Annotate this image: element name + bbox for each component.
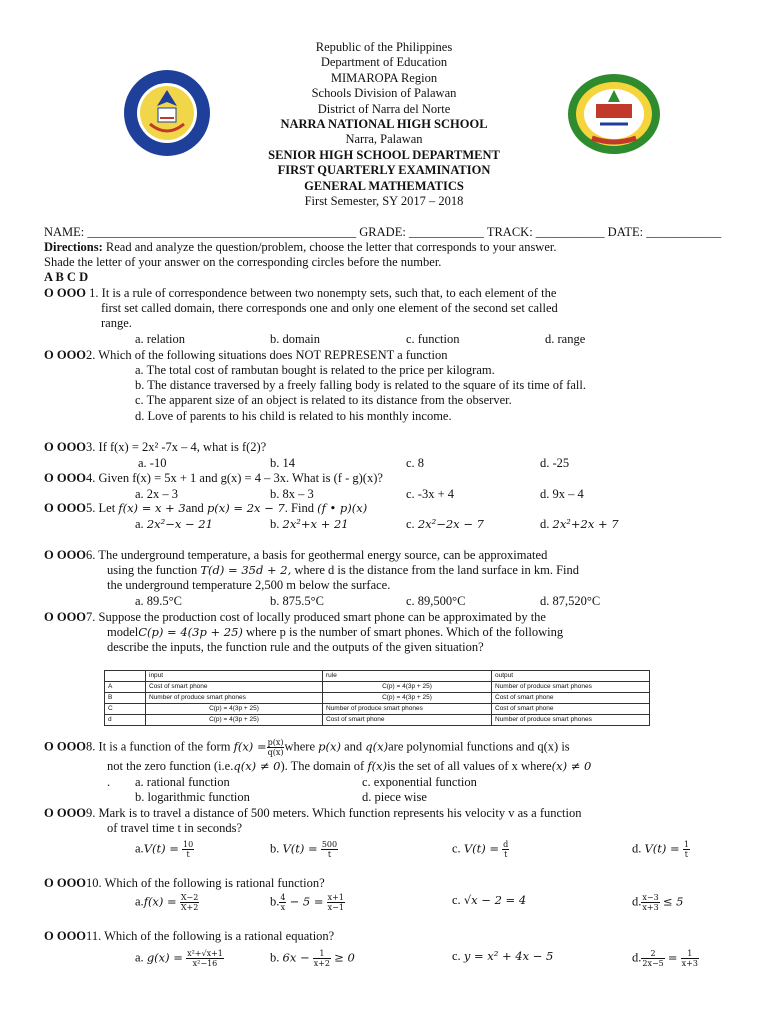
question-8 xyxy=(44,738,570,757)
choice-b xyxy=(270,517,349,532)
choice-b xyxy=(270,840,338,859)
math-expression: 2x²+2x + 7 xyxy=(552,517,619,531)
choice-d xyxy=(632,840,690,859)
math-expression: (x) ≠ 0 xyxy=(551,759,592,773)
question-text: are polynomial functions and q(x) is xyxy=(388,739,570,754)
table-header-row xyxy=(105,671,650,682)
choice-label: d. xyxy=(632,841,645,856)
question-text: 7. Suppose the production cost of locally produced smart phone can be approximated by the xyxy=(86,610,546,624)
question-text: 3. If f(x) = 2x² -7x – 4, what is f(2)? xyxy=(86,440,267,454)
choice-d: d. 87,520°C xyxy=(540,594,601,608)
question-10 xyxy=(44,876,325,891)
question-text: 1. It is a rule of correspondence between two nonempty sets, such that, to each element of the xyxy=(86,286,557,300)
choice-d: d. -25 xyxy=(540,456,570,470)
table-cell: A xyxy=(105,682,146,693)
answer-bubbles[interactable]: O OOO xyxy=(44,501,87,515)
table-cell: Number of produce smart phones xyxy=(492,715,650,726)
math-expression: f(x) = x + 3 xyxy=(118,501,186,515)
choice-label: a. xyxy=(135,894,144,909)
choice-label: c. xyxy=(406,517,418,531)
table-cell: C(p) = 4(3p + 25) xyxy=(323,682,492,693)
math-expression: f(x) = xyxy=(233,739,267,754)
question-text: 10. Which of the following is rational function? xyxy=(86,876,325,890)
question-text: . Find xyxy=(284,501,318,515)
answer-bubbles[interactable]: O OOO xyxy=(44,348,87,362)
fraction xyxy=(681,949,699,968)
choice-a: a. -10 xyxy=(138,456,167,470)
table-cell: Cost of smart phone xyxy=(492,693,650,704)
table-cell: output xyxy=(492,671,650,682)
math-expression: f(x) = xyxy=(143,894,177,909)
choice-a: a. 2x – 3 xyxy=(135,487,179,501)
math-expression: V(t) = xyxy=(282,841,318,856)
math-expression: = xyxy=(667,950,678,965)
answer-bubbles[interactable]: O OOO xyxy=(44,876,87,890)
school-name: NARRA NATIONAL HIGH SCHOOL xyxy=(280,117,488,132)
exam-title: FIRST QUARTERLY EXAMINATION xyxy=(277,163,491,178)
denominator: X+2 xyxy=(180,903,199,912)
question-text: where d is the distance from the land surface in km. Find xyxy=(291,563,580,577)
choice-c: c. -3x + 4 xyxy=(406,487,455,501)
choice-a xyxy=(135,517,213,532)
choice-d: d. range xyxy=(545,332,586,346)
choice-b: b. 875.5°C xyxy=(270,594,324,608)
header-line: Schools Division of Palawan xyxy=(311,86,457,101)
math-expression: f(x) xyxy=(367,759,388,773)
question-text: ). The domain of xyxy=(280,759,368,773)
choice-label: d. xyxy=(540,517,553,531)
question-text: 6. The underground temperature, a basis for geothermal energy source, can be approximated xyxy=(86,548,548,562)
choice-label: c. xyxy=(452,893,464,907)
table-cell: C xyxy=(105,704,146,715)
question-text: of travel time t in seconds? xyxy=(107,821,243,835)
math-expression: p(x) xyxy=(318,739,341,754)
denominator: t xyxy=(504,850,508,859)
choice-b: b. logarithmic function xyxy=(135,790,250,804)
answer-bubbles[interactable]: O OOO xyxy=(44,739,87,754)
choice-a: a. rational function xyxy=(135,775,230,789)
choice-label: b. xyxy=(270,950,283,965)
question-1 xyxy=(44,286,556,301)
table-cell: B xyxy=(105,693,146,704)
fraction xyxy=(502,840,509,859)
math-expression: − 5 = xyxy=(289,894,324,909)
header-line: District of Narra del Norte xyxy=(317,101,451,116)
choice-b xyxy=(270,949,355,968)
choice-a: a. The total cost of rambutan bought is related to the price per kilogram. xyxy=(135,363,495,377)
question-5 xyxy=(44,501,367,516)
answer-bubbles[interactable]: O OOO xyxy=(44,806,87,820)
choice-label: b. xyxy=(270,894,280,909)
choice-label: c. xyxy=(452,949,464,963)
denominator: t xyxy=(684,850,688,859)
fraction xyxy=(641,949,664,968)
choice-label: a. xyxy=(135,517,147,531)
directions xyxy=(44,240,556,255)
department: SENIOR HIGH SCHOOL DEPARTMENT xyxy=(268,147,500,162)
math-expression: V(t) = xyxy=(143,841,179,856)
choice-label: d. xyxy=(632,950,642,965)
table-cell: rule xyxy=(323,671,492,682)
question-text: is the set of all values of x where xyxy=(387,759,552,773)
header-line: Department of Education xyxy=(320,55,448,70)
choice-c: c. function xyxy=(406,332,460,346)
math-expression: 2x²−2x − 7 xyxy=(417,517,484,531)
fraction xyxy=(279,893,286,912)
directions-label: Directions: xyxy=(44,240,103,254)
denominator: x+3 xyxy=(642,903,659,912)
choice-c: c. 8 xyxy=(406,456,425,470)
denominator: x+3 xyxy=(681,959,698,968)
choice-b: b. 8x – 3 xyxy=(270,487,314,501)
denominator: t xyxy=(327,850,332,859)
choice-label: a. xyxy=(135,841,144,856)
table-cell: Number of produce smart phones xyxy=(492,682,650,693)
table-row xyxy=(105,693,650,704)
table-cell: C(p) = 4(3p + 25) xyxy=(146,704,323,715)
math-expression: q(x) xyxy=(365,739,389,754)
math-expression: 2x²−x − 21 xyxy=(146,517,213,531)
numerator: 4 xyxy=(280,893,286,902)
answer-letters: A B C D xyxy=(44,270,89,284)
header-line: Republic of the Philippines xyxy=(315,40,453,54)
header-line: MIMAROPA Region xyxy=(330,70,438,85)
fraction xyxy=(327,893,345,912)
choice-c xyxy=(406,517,484,532)
table-cell: C(p) = 4(3p + 25) xyxy=(323,693,492,704)
denominator: x+2 xyxy=(313,959,331,968)
school-town: Narra, Palawan xyxy=(345,132,423,147)
choice-label: c. xyxy=(452,841,464,856)
choice-a xyxy=(135,840,194,859)
choice-d xyxy=(632,949,699,968)
math-expression: p(x) = 2x − 7 xyxy=(206,501,285,515)
answer-bubbles[interactable]: O OOO xyxy=(44,610,87,624)
table-cell: C(p) = 4(3p + 25) xyxy=(146,715,323,726)
math-expression: √x − 2 = 4 xyxy=(463,893,527,907)
punctuation: . xyxy=(107,775,111,789)
directions-text: Read and analyze the question/problem, choose the letter that corresponds to your answer. xyxy=(102,240,557,254)
question-text: describe the inputs, the function rule and the outputs of the given situation? xyxy=(107,640,484,654)
math-expression: V(t) = xyxy=(463,841,500,856)
choice-a: a. relation xyxy=(135,332,185,346)
math-expression: T(d) = 35d + 2, xyxy=(200,563,292,577)
choice-d xyxy=(540,517,619,532)
choice-label: a. xyxy=(135,950,147,965)
fraction xyxy=(182,840,194,859)
header xyxy=(0,40,768,209)
choice-d: d. 9x – 4 xyxy=(540,487,584,501)
choice-b: b. The distance traversed by a freely falling body is related to the square of its time of fall. xyxy=(135,378,587,392)
math-expression: ≤ 5 xyxy=(662,894,684,909)
choice-c: c. exponential function xyxy=(362,775,477,789)
choice-c xyxy=(452,949,553,964)
choice-d: d. Love of parents to his child is related to his monthly income. xyxy=(135,409,452,423)
q7-table xyxy=(104,670,650,726)
choice-c: c. The apparent size of an object is related to its distance from the observer. xyxy=(135,393,512,407)
fraction xyxy=(321,840,338,859)
question-text: 4. Given f(x) = 5x + 1 and g(x) = 4 – 3x. What is (f - g)(x)? xyxy=(86,471,383,485)
numerator: 500 xyxy=(321,840,338,849)
math-expression: y = x² + 4x − 5 xyxy=(463,949,554,963)
math-expression: g(x) = xyxy=(146,950,183,965)
directions-text: Shade the letter of your answer on the corresponding circles before the number. xyxy=(44,255,442,269)
question-text: 9. Mark is to travel a distance of 500 meters. Which function represents his velocity v as a function xyxy=(86,806,582,820)
choice-c: c. 89,500°C xyxy=(406,594,466,608)
question-text: where xyxy=(284,739,319,754)
math-expression: q(x) ≠ 0 xyxy=(233,759,281,773)
denominator: 2x−5 xyxy=(642,959,664,968)
numerator: x−3 xyxy=(642,893,659,902)
numerator: p(x) xyxy=(267,738,284,747)
table-cell: Number of produce smart phones xyxy=(323,704,492,715)
choice-d xyxy=(632,893,683,912)
table-row xyxy=(105,715,650,726)
question-text xyxy=(107,759,591,774)
choice-c xyxy=(452,840,509,859)
question-11 xyxy=(44,929,334,944)
question-text: where p is the number of smart phones. Which of the following xyxy=(242,625,564,639)
choice-label: b. xyxy=(270,841,283,856)
math-expression: (f • p)(x) xyxy=(317,501,368,515)
math-expression: 2x²+x + 21 xyxy=(282,517,349,531)
table-row xyxy=(105,682,650,693)
fraction xyxy=(267,738,285,757)
choice-b xyxy=(270,893,345,912)
question-text: 8. It is a function of the form xyxy=(86,739,234,754)
numerator: x²+√x+1 xyxy=(187,949,223,958)
math-expression: C(p) = 4(3p + 25) xyxy=(138,625,243,639)
question-6 xyxy=(44,548,547,563)
question-text: first set called domain, there corresponds one and only one element of the second set called xyxy=(101,301,558,315)
choice-a: a. 89.5°C xyxy=(135,594,183,608)
choice-a xyxy=(135,949,224,968)
choice-c xyxy=(452,893,526,908)
fraction xyxy=(641,893,659,912)
fraction xyxy=(313,949,331,968)
question-text xyxy=(107,563,579,578)
numerator: d xyxy=(503,840,509,849)
denominator: q(x) xyxy=(267,748,284,757)
denominator: x−1 xyxy=(327,903,344,912)
question-text: range. xyxy=(101,316,132,330)
subject-title: GENERAL MATHEMATICS xyxy=(304,178,464,193)
table-cell: Number of produce smart phones xyxy=(146,693,323,704)
table-cell xyxy=(105,671,146,682)
question-text: model xyxy=(107,625,139,639)
denominator: x²−16 xyxy=(192,959,218,968)
denominator: t xyxy=(186,850,190,859)
math-expression: ≥ 0 xyxy=(334,950,355,965)
choice-d: d. piece wise xyxy=(362,790,427,804)
math-expression: V(t) = xyxy=(644,841,680,856)
answer-bubbles[interactable]: O OOO xyxy=(44,548,87,562)
question-3 xyxy=(44,440,266,455)
denominator: x xyxy=(280,903,286,912)
choice-label: b. xyxy=(270,517,283,531)
question-text: not the zero function (i.e. xyxy=(107,759,234,773)
numerator: 2 xyxy=(641,949,664,959)
numerator: 1 xyxy=(313,949,331,959)
numerator: x+1 xyxy=(327,893,344,902)
fraction xyxy=(180,893,200,912)
answer-bubbles[interactable]: O OOO xyxy=(44,929,87,943)
question-text: and xyxy=(185,501,207,515)
answer-bubbles[interactable]: O OOO xyxy=(44,286,87,300)
numerator: 1 xyxy=(681,949,699,959)
question-text xyxy=(107,625,563,640)
table-cell: d xyxy=(105,715,146,726)
answer-bubbles[interactable]: O OOO xyxy=(44,440,87,454)
fraction xyxy=(186,949,224,968)
info-line[interactable]: NAME: ___________________________________________ GRADE: ____________ TRACK: ___________ DATE: ____________ xyxy=(44,225,722,239)
choice-b: b. 14 xyxy=(270,456,295,470)
answer-bubbles[interactable]: O OOO xyxy=(44,471,87,485)
question-text: 11. Which of the following is a rational equation? xyxy=(86,929,335,943)
question-text: the underground temperature 2,500 m below the surface. xyxy=(107,578,391,592)
table-cell: input xyxy=(146,671,323,682)
math-expression: 6x − xyxy=(282,950,310,965)
question-4 xyxy=(44,471,383,486)
question-2 xyxy=(44,348,447,363)
table-row xyxy=(105,704,650,715)
question-text: 5. Let xyxy=(86,501,119,515)
fraction xyxy=(683,840,690,859)
table-cell: Cost of smart phone xyxy=(146,682,323,693)
question-text: and xyxy=(340,739,366,754)
semester: First Semester, SY 2017 – 2018 xyxy=(304,194,464,209)
question-text: 2. Which of the following situations does NOT REPRESENT a function xyxy=(86,348,448,362)
table-cell: Cost of smart phone xyxy=(492,704,650,715)
numerator: 1 xyxy=(683,840,689,849)
choice-label: d. xyxy=(632,894,642,909)
question-7 xyxy=(44,610,546,625)
numerator: 10 xyxy=(183,840,194,849)
choice-b: b. domain xyxy=(270,332,320,346)
question-9 xyxy=(44,806,582,821)
numerator: X−2 xyxy=(180,893,199,902)
choice-a xyxy=(135,893,199,912)
question-text: using the function xyxy=(107,563,201,577)
table-cell: Cost of smart phone xyxy=(323,715,492,726)
